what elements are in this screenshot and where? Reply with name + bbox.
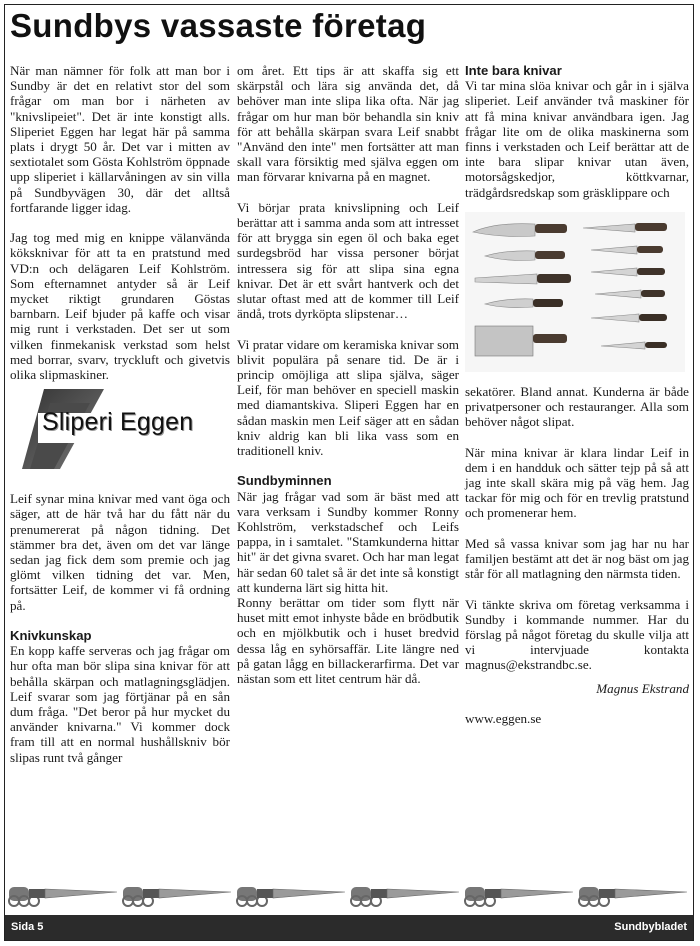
trench-knife-icon [123,887,231,906]
paragraph: När jag frågar vad som är bäst med att vara verksam i Sundby kommer Ronny Kohlström, verkstadschef och Leifs pappa, in i samtalet. "Stamkunderna hittar hit" är det givna svaret. Och har man legat här sedan 60 talet så är det inte så konstigt att kunderna lärt sig hitta hit. [237,488,459,595]
paragraph: sekatörer. Bland annat. Kunderna är både privatpersoner och restauranger. Alla som behöver något slipat. [465,383,689,430]
column-2 [237,63,459,686]
trench-knife-icon [579,887,687,906]
paragraph: Med så vassa knivar som jag har nu har familjen bestämt att det är nog bäst om jag står för all matlagning den närmsta tiden. [465,535,689,582]
paragraph: Vi pratar vidare om keramiska knivar som blivit populära på senare tid. De är i princip omöjliga att slipa själva, säger Leif, för man behöver en speciell maskin med diamantskiva. Sliperi Eggen har en sådan maskin men Leif säger att en sådan kniv aldrig kan bli lika vass som en traditionell kniv. [237,336,459,459]
column-1 [10,63,230,765]
paragraph: Vi tar mina slöa knivar och går in i själva sliperiet. Leif använder två maskiner för att få mina knivar användbara igen. Jag frågar lite om de olika maskinerna som finns i verkstaden och Leif berättar att de inte bara slipar knivar utan även, motorsågskedjor, köttkvarnar, trädgårdsredskap som gräsklippare och [465,78,689,200]
page-footer [5,915,693,940]
trench-knife-icon [465,887,573,906]
logo-text: Sliperi Eggen [42,408,194,437]
paragraph: Leif synar mina knivar med vant öga och säger, att de här två har du fått när du prenumererat på någon tidning. Det stämmer bra det, även om det var länge sedan jag fick dem som premie och jag glömt vilken tidning det var. Men, fortsätter Leif, de kommer vi få ordning på. [10,491,230,613]
author-signature: Magnus Ekstrand [596,680,689,696]
column-3 [465,63,689,741]
paragraph: Vi börjar prata knivslipning och Leif berättar att i samma anda som att intresset för att brygga sin egen öl och baka eget surdegsbröd har vissa personer börjat intressera sig för att slipa sina egna knivar. Det är ett svårt hantverk och det slutar oftast med att de kommer till Leif ändå, trots dyrköpta slipstenar… [237,199,459,322]
trench-knife-icon [351,887,459,906]
website-link[interactable]: www.eggen.se [465,711,542,727]
headline: Sundbys vassaste företag [10,7,427,44]
paragraph: När mina knivar är klara lindar Leif in dem i en handduk och sätter tejp på så att jag inte skall skära mig på väg hem. Jag tackar för mig och för en trevlig pratstund och promenerar hem. [465,444,689,521]
paragraph: Jag tog med mig en knippe välanvända köksknivar för att ta en pratstund med VD:n och delägaren Leif Kohlström. Som efternamnet antyder så är Leif mycket riktigt grundaren Göstas barnbarn. Leif bjuder på kaffe och visar mig runt i verkstaden. Det ser ut som vilken finmekanisk verkstad som helst med borrar, svarv, tryckluft och givetvis olika slipmaskiner. [10,230,230,383]
paragraph: Ronny berättar om tider som flytt när huset mitt emot inhyste både en brödbutik och en mjölkbutik och i huset bredvid dessa låg en syhörsaffär. Lite längre ned på gatan lågg en billackerarfirma. Det var nästan som ett litet centrum här då. [237,595,459,687]
paragraph: En kopp kaffe serveras och jag frågar om hur ofta man bör slipa sina knivar för att behålla skärpan och matlagningsglädjen. Leif svarar som jag förtjänar på en sån dum fråga. "Det beror på hur mycket du använder knivarna." Vi kommer dock fram till att en normal hushållskniv bör slipas runt två gånger [10,643,230,765]
knife-set-icon [465,212,685,372]
section-heading: Knivkunskap [10,628,92,644]
sliperi-eggen-logo [10,385,230,473]
page-number: Sida 5 [11,921,44,933]
knife-strip-decoration [5,873,694,915]
section-heading: Inte bara knivar [465,63,562,78]
trench-knife-icon [9,887,117,906]
trench-knife-icon [237,887,345,906]
paragraph: Vi tänkte skriva om företag verksamma i Sundby i kommande nummer. Har du förslag på något företag du skulle vilja att vi intervjuade kontakta magnus@ekstrandbc.se. [465,596,689,673]
paragraph: om året. Ett tips är att skaffa sig ett skärpstål och lära sig använda det, då behöver man inte slipa lika ofta. När jag frågar om hur man bör behandla sin kniv för att behålla skärpan svara Leif snabbt "Använd den inte" men fortsätter att man skall vara försiktig med själva eggen om man förvarar knivarna på en magnet. [237,63,459,185]
publication-name: Sundbybladet [614,921,687,933]
paragraph: När man nämner för folk att man bor i Sundby är det en relativt stor del som frågar om man bor i närheten av "knivslipeiet". Det är inte konstigt alls. Sliperiet Eggen har legat här på samma plats i drygt 50 år. Det var i mitten av sextiotalet som Gösta Kohlström öppnade upp sliperiet i källarvåningen av sin villa på Sundbyvägen 30, där det alltså fortfarande ligger idag. [10,63,230,215]
newspaper-page [4,4,694,941]
section-heading: Sundbyminnen [237,473,332,489]
knives-photo [465,212,685,372]
